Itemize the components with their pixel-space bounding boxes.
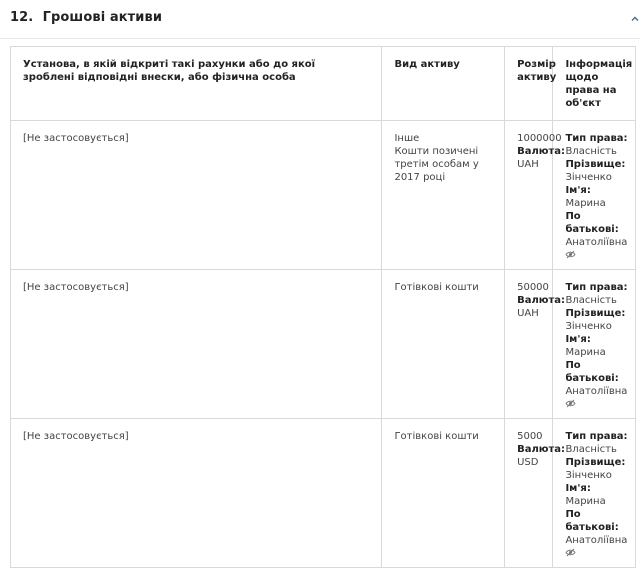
surname-value: Зінченко bbox=[565, 321, 612, 332]
patronymic-label: По батькові: bbox=[565, 211, 619, 235]
header-asset-type: Вид активу bbox=[382, 47, 505, 121]
rights-type-label: Тип права: bbox=[565, 133, 628, 144]
table-row bbox=[11, 270, 636, 419]
surname-value: Зінченко bbox=[565, 470, 612, 481]
first-name-line bbox=[565, 184, 629, 210]
surname-label: Прізвище: bbox=[565, 159, 626, 170]
asset-type-line: Кошти позичені третім особам у 2017 році bbox=[394, 146, 479, 183]
rights-cell bbox=[553, 121, 636, 270]
asset-type-line: Готівкові кошти bbox=[394, 282, 479, 293]
asset-type-cell bbox=[382, 121, 505, 270]
amount-cell bbox=[505, 419, 566, 568]
institution-cell: [Не застосовується] bbox=[11, 270, 382, 419]
surname-label: Прізвище: bbox=[565, 457, 626, 468]
patronymic-label: По батькові: bbox=[565, 509, 619, 533]
table-header-row bbox=[11, 47, 636, 121]
currency-value: UAH bbox=[517, 308, 539, 319]
institution-cell: [Не застосовується] bbox=[11, 419, 382, 568]
surname-label: Прізвище: bbox=[565, 308, 626, 319]
first-name-line bbox=[565, 333, 629, 359]
rights-cell bbox=[553, 270, 636, 419]
patronymic-label: По батькові: bbox=[565, 360, 619, 384]
first-name-line bbox=[565, 482, 629, 508]
chevron-up-icon[interactable] bbox=[630, 14, 640, 24]
amount-value: 5000 bbox=[517, 431, 543, 442]
amount-value: 1000000 bbox=[517, 133, 562, 144]
amount-value: 50000 bbox=[517, 282, 549, 293]
rights-type-label: Тип права: bbox=[565, 431, 628, 442]
table-row bbox=[11, 419, 636, 568]
asset-type-line: Інше bbox=[394, 133, 420, 144]
amount-cell bbox=[505, 121, 566, 270]
eye-slash-icon[interactable] bbox=[565, 399, 576, 408]
first-name-value: Марина bbox=[565, 347, 606, 358]
table-row bbox=[11, 121, 636, 270]
eye-slash-icon[interactable] bbox=[565, 250, 576, 259]
patronymic-value: Анатоліївна bbox=[565, 535, 628, 546]
rights-type-value: Власність bbox=[565, 295, 617, 306]
asset-type-line: Готівкові кошти bbox=[394, 431, 479, 442]
asset-type-cell bbox=[382, 270, 505, 419]
asset-type-cell bbox=[382, 419, 505, 568]
rights-type-label: Тип права: bbox=[565, 282, 628, 293]
section-title bbox=[10, 10, 162, 25]
patronymic-value: Анатоліївна bbox=[565, 386, 628, 397]
currency-value: UAH bbox=[517, 159, 539, 170]
amount-cell bbox=[505, 270, 566, 419]
monetary-assets-table bbox=[10, 46, 636, 568]
first-name-label: Ім'я: bbox=[565, 185, 591, 196]
first-name-value: Марина bbox=[565, 198, 606, 209]
currency-label: Валюта: bbox=[517, 295, 566, 306]
first-name-label: Ім'я: bbox=[565, 334, 591, 345]
header-rights-info: Інформація щодо права на об'єкт bbox=[553, 47, 636, 121]
section-header[interactable] bbox=[0, 0, 640, 39]
rights-type-value: Власність bbox=[565, 444, 617, 455]
currency-label: Валюта: bbox=[517, 444, 566, 455]
section-title-text: Грошові активи bbox=[42, 10, 163, 25]
institution-cell: [Не застосовується] bbox=[11, 121, 382, 270]
currency-label: Валюта: bbox=[517, 146, 566, 157]
header-institution: Установа, в якій відкриті такі рахунки або до якої зроблені відповідні внески, або фізична особа bbox=[11, 47, 382, 121]
currency-value: USD bbox=[517, 457, 539, 468]
surname-value: Зінченко bbox=[565, 172, 612, 183]
first-name-label: Ім'я: bbox=[565, 483, 591, 494]
header-amount: Розмір активу bbox=[505, 47, 553, 121]
patronymic-value: Анатоліївна bbox=[565, 237, 628, 248]
section-number: 12. bbox=[10, 10, 34, 25]
rights-type-value: Власність bbox=[565, 146, 617, 157]
rights-cell bbox=[553, 419, 636, 568]
eye-slash-icon[interactable] bbox=[565, 548, 576, 557]
first-name-value: Марина bbox=[565, 496, 606, 507]
